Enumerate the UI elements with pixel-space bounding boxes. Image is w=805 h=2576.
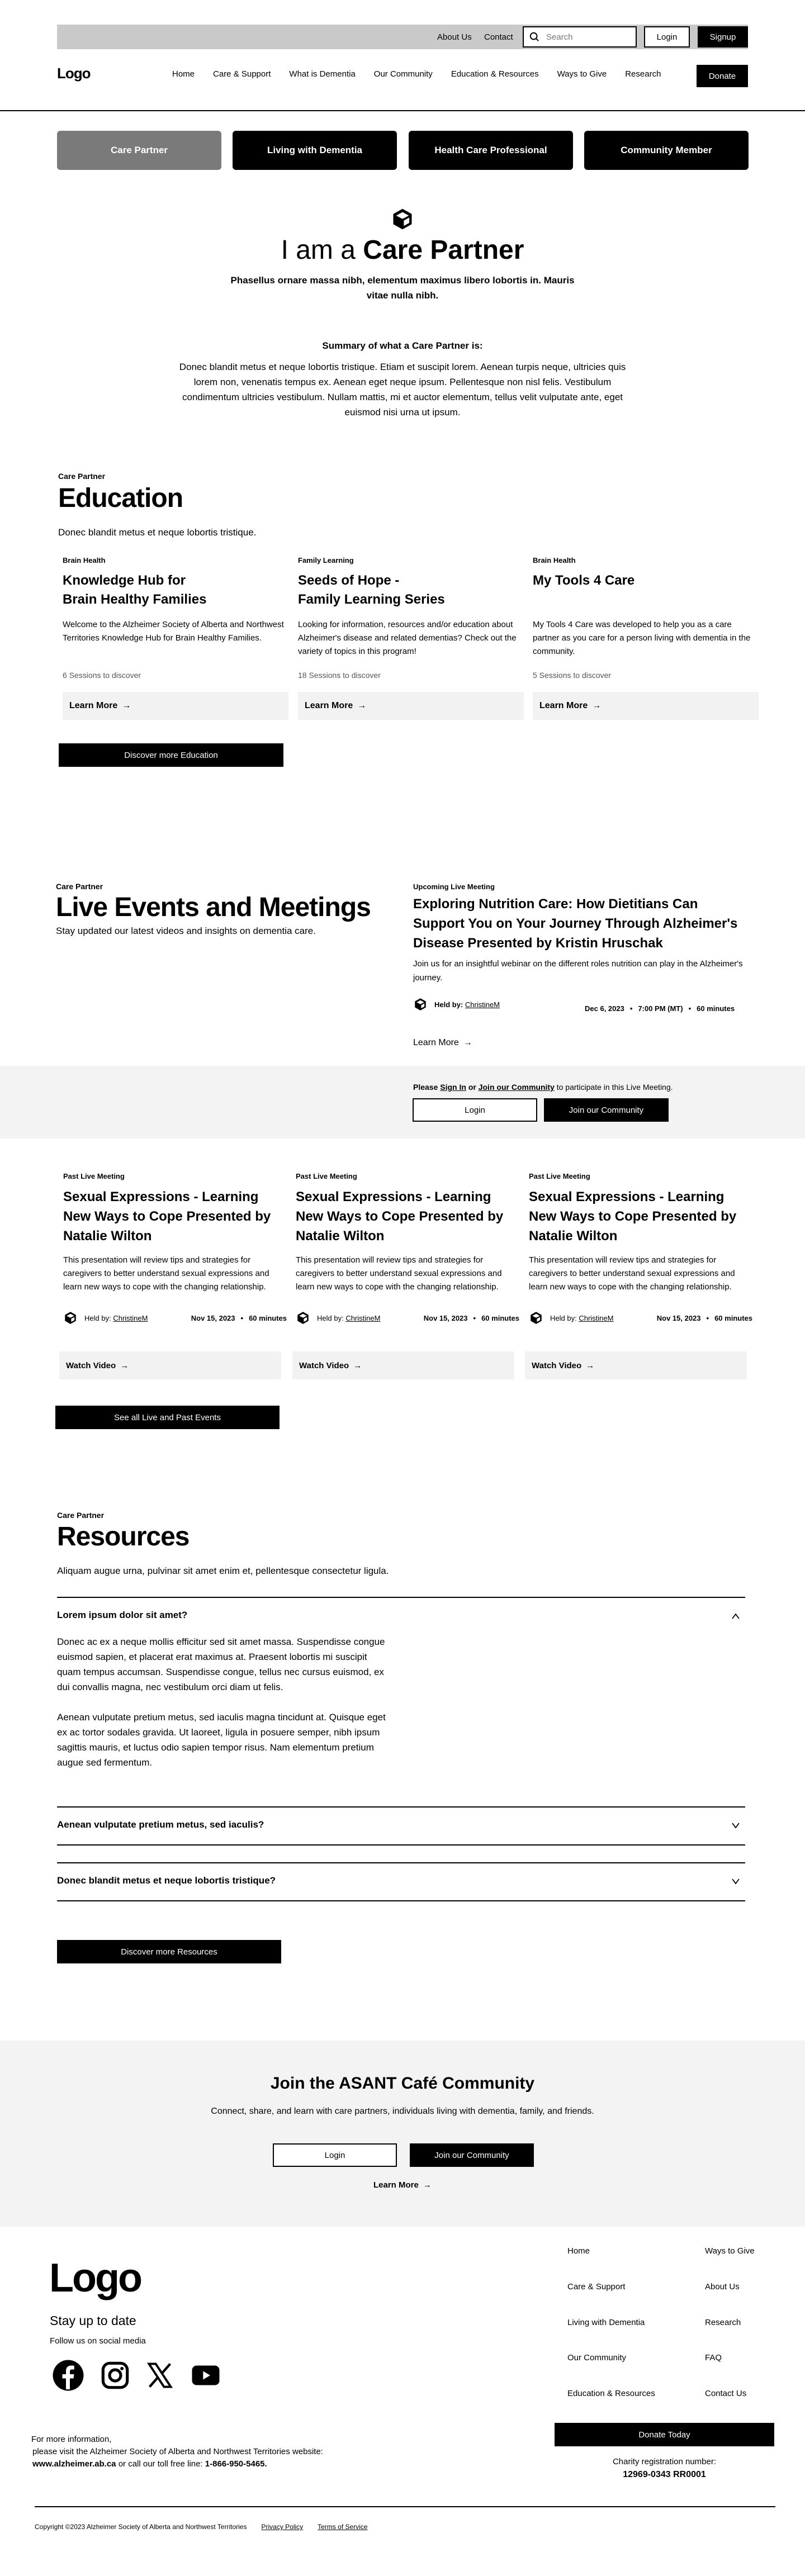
footer-link-care-support[interactable]: Care & Support — [567, 2282, 626, 2292]
footer-link-about-us[interactable]: About Us — [705, 2282, 740, 2292]
host-link[interactable]: ChristineM — [113, 1313, 148, 1322]
arrow-right-icon: → — [463, 1038, 472, 1047]
events-subtitle: Stay updated our latest videos and insights on dementia care. — [56, 926, 316, 936]
education-card — [533, 556, 759, 720]
card-title-line1: My Tools 4 Care — [533, 573, 635, 588]
learn-more-button[interactable] — [63, 692, 288, 720]
watch-video-button[interactable] — [292, 1351, 514, 1379]
arrow-right-icon: → — [592, 701, 602, 710]
faq-divider — [57, 1806, 745, 1808]
nav-item-home[interactable]: Home — [172, 69, 195, 79]
learn-more-label: Learn More — [373, 2180, 419, 2190]
watch-video-button[interactable] — [525, 1351, 747, 1379]
donate-button[interactable]: Donate — [697, 65, 748, 87]
card-body: Looking for information, resources and/or education about Alzheimer's disease and related dementias? Check out the variety of topics in this program! — [298, 620, 517, 656]
learn-more-label: Learn More — [413, 1038, 459, 1047]
community-learn-more[interactable] — [373, 2180, 432, 2190]
footer-info-line1: For more information, — [31, 2435, 112, 2444]
upcoming-description: Join us for an insightful webinar on the different roles nutrition can play in the Alzheimer's journey. — [413, 959, 743, 983]
past-duration: 60 minutes — [714, 1313, 752, 1322]
footer-link-faq[interactable]: FAQ — [705, 2353, 722, 2362]
past-duration: 60 minutes — [249, 1313, 287, 1322]
faq-divider — [57, 1597, 745, 1598]
footer-call-text: or call our toll free line: — [118, 2459, 203, 2469]
card-title[interactable] — [298, 571, 524, 610]
upcoming-duration: 60 minutes — [697, 1004, 735, 1013]
about-us-link[interactable]: About Us — [437, 32, 472, 42]
upcoming-date: Dec 6, 2023 — [585, 1004, 624, 1013]
card-title-line1: Knowledge Hub for — [63, 573, 186, 588]
past-date: Nov 15, 2023 — [656, 1313, 701, 1322]
copyright: Copyright ©2023 Alzheimer Society of Alberta and Northwest Territories — [35, 2523, 247, 2531]
hero-title — [0, 235, 805, 265]
arrow-right-icon: → — [423, 2180, 432, 2190]
event-login-button[interactable]: Login — [413, 1098, 537, 1122]
past-date: Nov 15, 2023 — [423, 1313, 468, 1322]
card-title-line1: Seeds of Hope - — [298, 573, 400, 588]
community-join-button[interactable]: Join our Community — [410, 2143, 534, 2167]
learn-more-label: Learn More — [539, 701, 588, 710]
nav-item-our-community[interactable]: Our Community — [373, 69, 433, 79]
nav-item-ways-to-give[interactable]: Ways to Give — [557, 69, 607, 79]
watch-video-label: Watch Video — [66, 1360, 116, 1370]
community-section — [0, 2041, 805, 2227]
hero-title-prefix: I am a — [281, 235, 363, 265]
donate-today-button[interactable]: Donate Today — [555, 2423, 774, 2446]
utility-bar — [57, 25, 748, 49]
arrow-right-icon: → — [122, 701, 131, 710]
education-title: Education — [58, 483, 183, 513]
events-eyebrow: Care Partner — [56, 882, 103, 891]
community-login-button[interactable]: Login — [273, 2143, 397, 2167]
signin-prompt — [413, 1083, 673, 1092]
past-title[interactable]: Sexual Expressions - Learning New Ways to Cope Presented by Natalie Wilton — [63, 1189, 271, 1244]
card-title[interactable] — [63, 571, 288, 610]
faq-question[interactable]: Aenean vulputate pretium metus, sed iaculis? — [57, 1819, 264, 1830]
discover-education-button[interactable]: Discover more Education — [59, 743, 283, 767]
footer-legal — [35, 2523, 368, 2531]
signin-rest: to participate in this Live Meeting. — [556, 1083, 673, 1092]
youtube-icon[interactable] — [190, 2360, 221, 2391]
faq-divider — [57, 1900, 745, 1901]
past-title[interactable]: Sexual Expressions - Learning New Ways to Cope Presented by Natalie Wilton — [529, 1189, 737, 1244]
past-title[interactable]: Sexual Expressions - Learning New Ways to Cope Presented by Natalie Wilton — [296, 1189, 504, 1244]
search-field[interactable] — [523, 26, 637, 48]
past-duration: 60 minutes — [481, 1313, 519, 1322]
footer-link-our-community[interactable]: Our Community — [567, 2353, 627, 2362]
past-meta: Held by: ChristineM Nov 15, 2023 • 60 minutes — [529, 1310, 752, 1326]
education-eyebrow: Care Partner — [58, 472, 106, 481]
host-link[interactable]: ChristineM — [579, 1313, 614, 1322]
card-category: Brain Health — [533, 556, 576, 564]
watch-video-label: Watch Video — [532, 1360, 582, 1370]
card-body: My Tools 4 Care was developed to help you as a care partner as you care for a person living with dementia in the community. — [533, 620, 751, 656]
education-subtitle: Donec blandit metus et neque lobortis tristique. — [58, 527, 257, 538]
card-sessions: 6 Sessions to discover — [63, 671, 141, 680]
social-links — [51, 2359, 221, 2392]
footer-link-home[interactable]: Home — [567, 2246, 590, 2256]
upcoming-host — [413, 996, 500, 1013]
summary-title: Summary of what a Care Partner is: — [322, 340, 483, 351]
held-by-label: Held by: — [317, 1313, 344, 1322]
past-meeting-card — [296, 1172, 519, 1326]
card-title-line2: Brain Healthy Families — [63, 592, 207, 607]
held-by-label: Held by: — [84, 1313, 111, 1322]
summary-body: Donec blandit metus et neque lobortis tristique. Etiam et suscipit lorem. Aenean turpis neque, ultricies quis lorem non, venenatis tempus ex. Aenean eget neque ipsum. Pellentesque non nisl felis. Vestibulum condimentum ultricies vestibulum. Nullam mattis, mi et auctor elementum, tellus velit vulputate ante, eget euismod nisi urna ut ipsum. — [179, 362, 626, 418]
footer-divider — [35, 2506, 775, 2507]
past-tag: Past Live Meeting — [529, 1172, 590, 1180]
nav-item-what-is-dementia[interactable]: What is Dementia — [289, 69, 356, 79]
community-subtitle: Connect, share, and learn with care partners, individuals living with dementia, family, and friends. — [211, 2107, 594, 2116]
search-input[interactable] — [546, 32, 624, 42]
card-body: Welcome to the Alzheimer Society of Alberta and Northwest Territories Knowledge Hub for Brain Healthy Families. — [63, 620, 284, 643]
signup-button[interactable]: Signup — [698, 26, 748, 48]
footer-link-living-with-dementia[interactable]: Living with Dementia — [567, 2318, 645, 2327]
nav-item-research[interactable]: Research — [625, 69, 661, 79]
resources-title: Resources — [57, 1522, 190, 1552]
cube-icon — [413, 996, 428, 1013]
past-description: This presentation will review tips and strategies for caregivers to better understand sexual expressions and learn new ways to cope with the changing relationship. — [63, 1255, 269, 1292]
faq-answer-p2: Aenean vulputate pretium metus, sed iaculis magna tincidunt at. Quisque eget ex ac tortor sodales gravida. Ut laoreet, ligula in posuere semper, nibh ipsum sagittis mauris, et luctus odio sapien tempor risus. Nam elementum pretium augue sed fermentum. — [57, 1712, 386, 1768]
education-card — [298, 556, 524, 720]
footer-link-contact-us[interactable]: Contact Us — [705, 2389, 747, 2398]
hero-subtitle: Phasellus ornare massa nibh, elementum maximus libero lobortis in. Mauris vitae nulla nibh. — [230, 275, 575, 301]
chevron-down-icon[interactable] — [730, 1876, 741, 1887]
past-meta: Held by: ChristineM Nov 15, 2023 • 60 minutes — [63, 1310, 287, 1326]
nav-item-care-support[interactable]: Care & Support — [213, 69, 271, 79]
footer-link-ways-to-give[interactable]: Ways to Give — [705, 2246, 755, 2256]
cube-icon — [390, 207, 415, 231]
learn-more-label: Learn More — [305, 701, 353, 710]
faq-divider — [57, 1862, 745, 1863]
upcoming-datetime: Dec 6, 2023 • 7:00 PM (MT) • 60 minutes — [585, 1004, 735, 1013]
card-category: Family Learning — [298, 556, 354, 564]
arrow-right-icon: → — [353, 1360, 362, 1370]
charity-label: Charity registration number: — [612, 2457, 717, 2466]
x-icon[interactable] — [145, 2361, 174, 2390]
card-sessions: 5 Sessions to discover — [533, 671, 612, 680]
card-sessions: 18 Sessions to discover — [298, 671, 381, 680]
past-date: Nov 15, 2023 — [191, 1313, 235, 1322]
community-title: Join the ASANT Café Community — [270, 2074, 535, 2093]
tab-living-with-dementia[interactable]: Living with Dementia — [233, 131, 397, 170]
arrow-right-icon: → — [120, 1360, 129, 1370]
join-community-link[interactable]: Join our Community — [478, 1083, 555, 1092]
card-category: Brain Health — [63, 556, 106, 564]
footer-info-line2: please visit the Alzheimer Society of Alberta and Northwest Territories website: — [32, 2447, 323, 2456]
held-by-label: Held by: — [434, 1000, 463, 1009]
footer-phone[interactable]: 1-866-950-5465. — [205, 2459, 267, 2469]
held-by-label: Held by: — [550, 1313, 577, 1322]
card-title-line2: Family Learning Series — [298, 592, 445, 607]
faq-divider — [57, 1844, 745, 1846]
login-button[interactable]: Login — [644, 26, 690, 48]
event-join-button[interactable]: Join our Community — [544, 1098, 669, 1122]
see-all-events-button[interactable]: See all Live and Past Events — [55, 1406, 280, 1429]
charity-number: 12969-0343 RR0001 — [623, 2470, 706, 2479]
upcoming-time: 7:00 PM (MT) — [638, 1004, 683, 1013]
signin-please: Please — [413, 1083, 438, 1092]
watch-video-label: Watch Video — [299, 1360, 349, 1370]
signin-band — [0, 1066, 805, 1138]
tab-community-member[interactable]: Community Member — [584, 131, 749, 170]
faq-answer-p1: Donec ac ex a neque mollis efficitur sed sit amet massa. Suspendisse congue euismod sapien, et placerat erat maximus at. Praesent lobortis mi suscipit quam tempus accumsan. Suspendisse congue, tellus nec cursus euismod, ex dui convallis magna, nec vestibulum orci diam ut felis. — [57, 1636, 385, 1692]
cube-icon — [296, 1310, 310, 1326]
facebook-icon[interactable] — [51, 2359, 85, 2392]
learn-more-label: Learn More — [69, 701, 118, 710]
nav-item-education-resources[interactable]: Education & Resources — [451, 69, 539, 79]
instagram-icon[interactable] — [101, 2361, 130, 2390]
faq-question[interactable]: Lorem ipsum dolor sit amet? — [57, 1610, 188, 1620]
upcoming-title[interactable]: Exploring Nutrition Care: How Dietitians Can Support You on Your Journey Through Alzheimer's Disease Presented by Kristin Hruschak — [413, 896, 738, 951]
sign-in-link[interactable]: Sign In — [440, 1083, 466, 1092]
footer-link-education-resources[interactable]: Education & Resources — [567, 2389, 655, 2398]
main-nav — [172, 69, 679, 79]
host-link[interactable]: ChristineM — [345, 1313, 381, 1322]
footer-stay-title: Stay up to date — [50, 2313, 136, 2328]
hero-title-role: Care Partner — [363, 235, 524, 265]
contact-link[interactable]: Contact — [484, 32, 513, 42]
past-description: This presentation will review tips and strategies for caregivers to better understand sexual expressions and learn new ways to cope with the changing relationship. — [296, 1255, 502, 1292]
tab-health-care-professional[interactable]: Health Care Professional — [409, 131, 573, 170]
discover-resources-button[interactable]: Discover more Resources — [57, 1940, 281, 1963]
footer-logo[interactable]: Logo — [49, 2256, 141, 2300]
card-title[interactable] — [533, 571, 759, 610]
footer-follow: Follow us on social media — [50, 2336, 146, 2346]
resources-eyebrow: Care Partner — [57, 1511, 105, 1520]
search-icon — [529, 32, 539, 42]
cube-icon — [529, 1310, 543, 1326]
resources-subtitle: Aliquam augue urna, pulvinar sit amet enim et, pellentesque consectetur ligula. — [57, 1565, 389, 1576]
events-title: Live Events and Meetings — [56, 893, 371, 922]
arrow-right-icon: → — [586, 1360, 595, 1370]
logo[interactable]: Logo — [57, 65, 91, 82]
terms-of-service-link[interactable]: Terms of Service — [318, 2523, 368, 2531]
arrow-right-icon: → — [357, 701, 367, 710]
learn-more-button[interactable] — [298, 692, 524, 720]
past-meeting-card — [63, 1172, 287, 1326]
host-link[interactable]: ChristineM — [465, 1000, 500, 1009]
signin-or: or — [468, 1083, 476, 1092]
faq-question[interactable]: Donec blandit metus et neque lobortis tristique? — [57, 1875, 276, 1886]
footer-link-research[interactable]: Research — [705, 2318, 741, 2327]
chevron-up-icon[interactable] — [730, 1611, 741, 1622]
past-meeting-card — [529, 1172, 752, 1326]
chevron-down-icon[interactable] — [730, 1820, 741, 1831]
upcoming-tag: Upcoming Live Meeting — [413, 883, 495, 891]
footer-website[interactable]: www.alzheimer.ab.ca — [32, 2459, 116, 2469]
watch-video-button[interactable] — [59, 1351, 281, 1379]
past-description: This presentation will review tips and strategies for caregivers to better understand sexual expressions and learn new ways to cope with the changing relationship. — [529, 1255, 735, 1292]
nav-divider — [0, 110, 805, 111]
privacy-policy-link[interactable]: Privacy Policy — [261, 2523, 304, 2531]
past-tag: Past Live Meeting — [296, 1172, 357, 1180]
footer-info — [31, 2433, 323, 2470]
learn-more-button[interactable] — [533, 692, 759, 720]
past-meta: Held by: ChristineM Nov 15, 2023 • 60 minutes — [296, 1310, 519, 1326]
tab-care-partner[interactable]: Care Partner — [57, 131, 221, 170]
upcoming-learn-more[interactable] — [413, 1038, 472, 1048]
cube-icon — [63, 1310, 78, 1326]
education-card — [63, 556, 288, 720]
past-tag: Past Live Meeting — [63, 1172, 125, 1180]
